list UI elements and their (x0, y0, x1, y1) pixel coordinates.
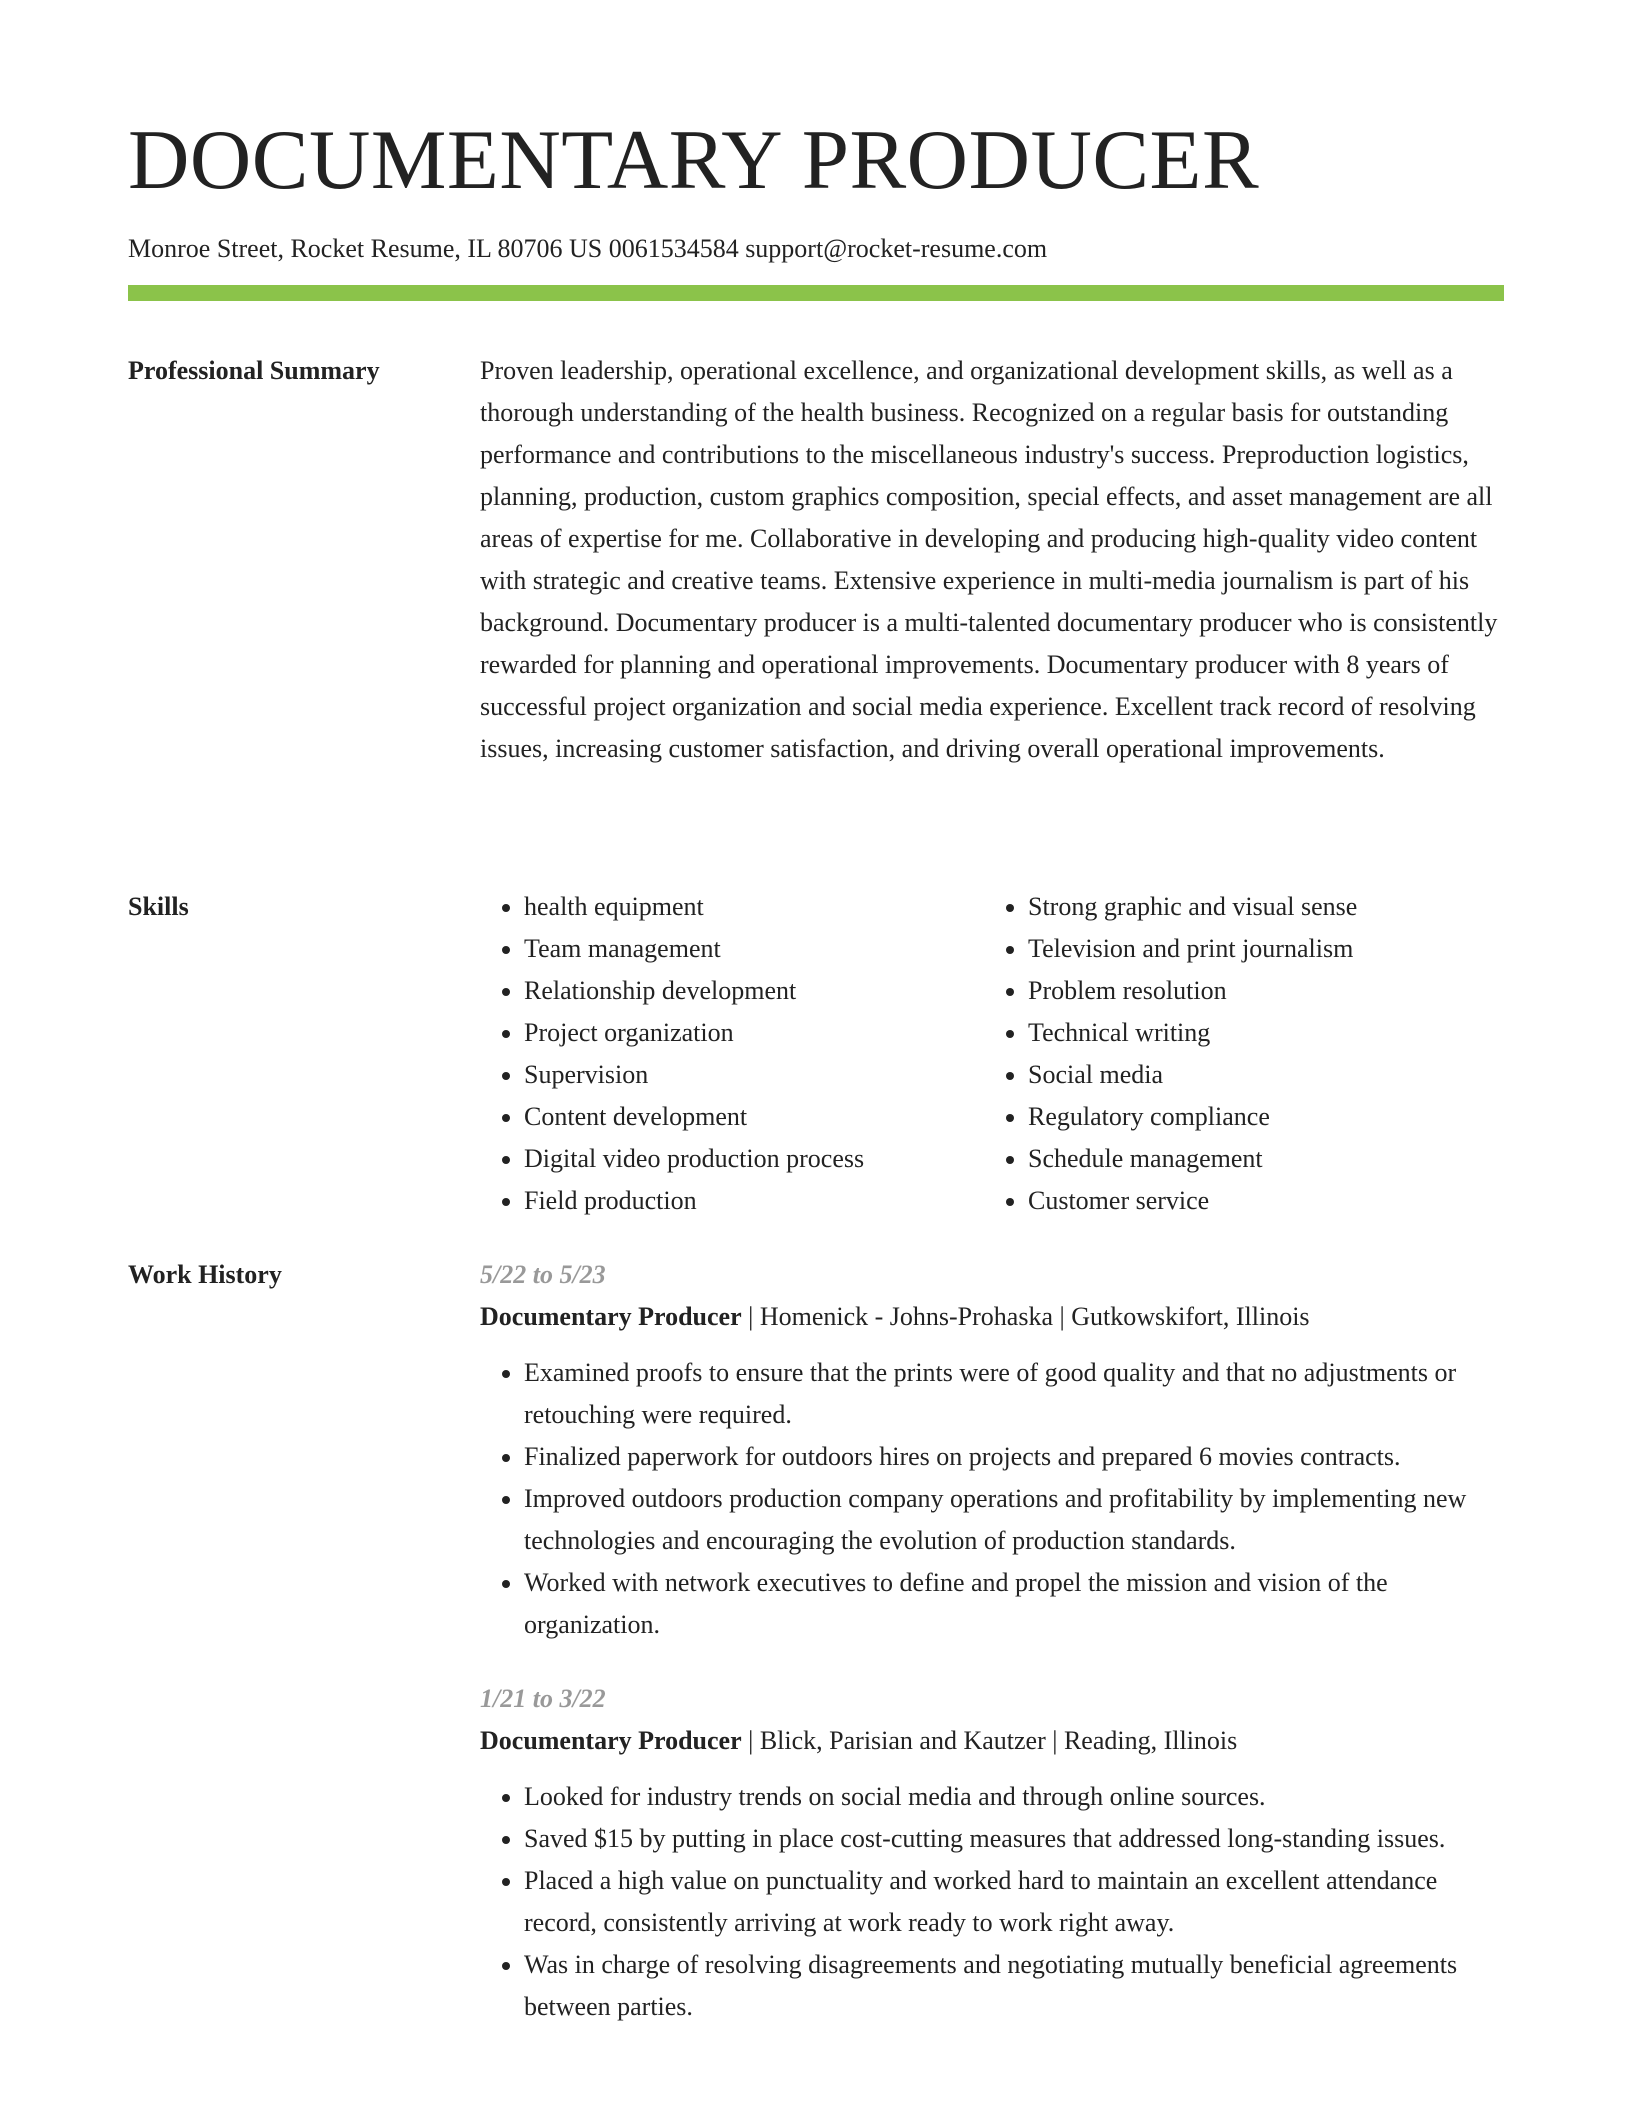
skill-item: • Regulatory compliance (1028, 1096, 1488, 1138)
contact-line (128, 234, 1047, 264)
job-dates: 1/21 to 3/22 (480, 1684, 606, 1713)
skill-item: • Social media (1028, 1054, 1488, 1096)
skill-item: • Technical writing (1028, 1012, 1488, 1054)
job-bullet: • Worked with network executives to define and propel the mission and vision of the organization. (524, 1562, 1504, 1646)
job-bullet: • Improved outdoors production company operations and profitability by implementing new technologies and encouraging the evolution of production standards. (524, 1478, 1504, 1562)
job-title: Documentary Producer (480, 1726, 742, 1755)
candidate-name: DOCUMENTARY PRODUCER (128, 113, 1260, 207)
work-heading: Work History (128, 1260, 282, 1289)
job-bullet-list (480, 1776, 1504, 2028)
skills-list-left (480, 886, 984, 1222)
job-dates: 5/22 to 5/23 (480, 1260, 606, 1289)
job-bullet: • Placed a high value on punctuality and worked hard to maintain an excellent attendance record, consistently arriving at work ready to work right away. (524, 1860, 1504, 1944)
skill-item: • Strong graphic and visual sense (1028, 886, 1488, 928)
skill-item: • Schedule management (1028, 1138, 1488, 1180)
summary-text: Proven leadership, operational excellence, and organizational development skills, as well as a thorough understanding of the health business. Recognized on a regular basis for outstanding performance and contributions to the miscellaneous industry's success. Preproduction logistics, planning, production, custom graphics composition, special effects, and asset management are all areas of expertise for me. Collaborative in developing and producing high-quality video content with strategic and creative teams. Extensive experience in multi-media journalism is part of his background. Documentary producer is a multi-talented documentary producer who is consistently rewarded for planning and operational improvements. Documentary producer with 8 years of successful project organization and social media experience. Excellent track record of resolving issues, increasing customer satisfaction, and driving overall operational improvements. (480, 356, 1498, 763)
contact-phone: 0061534584 (608, 234, 739, 263)
skills-body (480, 886, 1504, 1222)
skill-item: • Problem resolution (1028, 970, 1488, 1012)
summary-body (480, 350, 1504, 770)
skills-heading: Skills (128, 892, 189, 921)
skill-item: • Content development (524, 1096, 984, 1138)
skill-item: • Field production (524, 1180, 984, 1222)
skill-item: • Customer service (1028, 1180, 1488, 1222)
skill-item: • Supervision (524, 1054, 984, 1096)
skill-item: • Relationship development (524, 970, 984, 1012)
job-bullet-list (480, 1352, 1504, 1646)
job-entry (480, 1254, 1504, 1646)
job-company-location: | Homenick - Johns-Prohaska | Gutkowskifort, Illinois (741, 1302, 1310, 1331)
job-bullet: • Saved $15 by putting in place cost-cutting measures that addressed long-standing issues. (524, 1818, 1504, 1860)
contact-email: support@rocket-resume.com (745, 234, 1048, 263)
job-bullet: • Examined proofs to ensure that the prints were of good quality and that no adjustments or retouching were required. (524, 1352, 1504, 1436)
job-heading-line (480, 1296, 1504, 1338)
skill-item: • Digital video production process (524, 1138, 984, 1180)
skill-item: • health equipment (524, 886, 984, 928)
skill-item: • Television and print journalism (1028, 928, 1488, 970)
skills-list-right (984, 886, 1488, 1222)
work-body (480, 1254, 1504, 2060)
skill-item: • Project organization (524, 1012, 984, 1054)
skill-item: • Team management (524, 928, 984, 970)
job-heading-line (480, 1720, 1504, 1762)
header-divider (128, 285, 1504, 301)
job-company-location: | Blick, Parisian and Kautzer | Reading, Illinois (741, 1726, 1238, 1755)
contact-address: Monroe Street, Rocket Resume, IL 80706 US (128, 234, 603, 263)
job-title: Documentary Producer (480, 1302, 742, 1331)
job-bullet: • Was in charge of resolving disagreements and negotiating mutually beneficial agreements between parties. (524, 1944, 1504, 2028)
job-bullet: • Looked for industry trends on social media and through online sources. (524, 1776, 1504, 1818)
job-bullet: • Finalized paperwork for outdoors hires on projects and prepared 6 movies contracts. (524, 1436, 1504, 1478)
job-entry (480, 1678, 1504, 2028)
summary-heading: Professional Summary (128, 356, 380, 385)
